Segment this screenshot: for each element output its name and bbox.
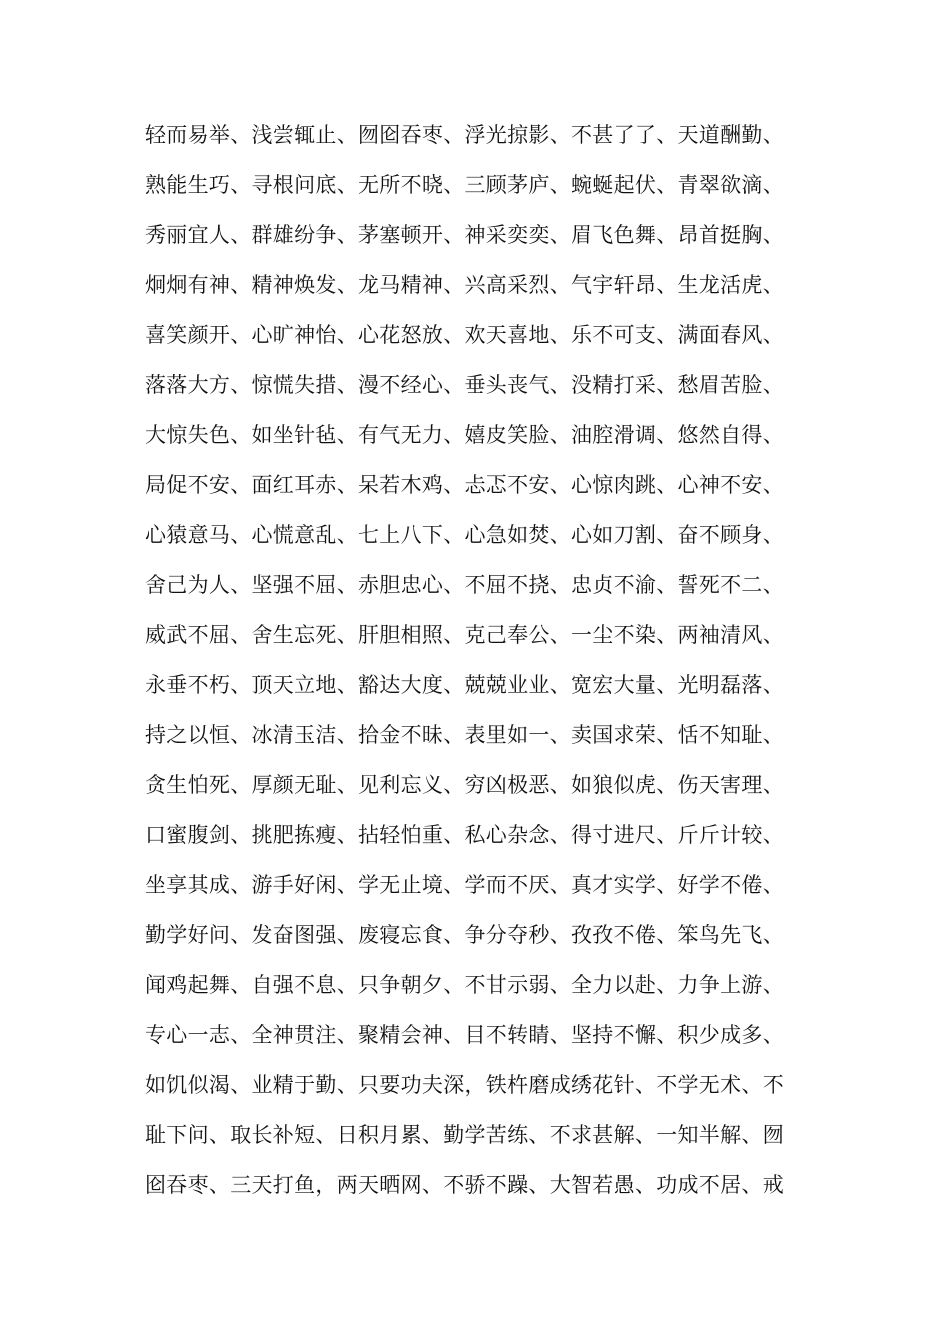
text-line-16: 坐享其成、游手好闲、学无止境、学而不厌、真才实学、好学不倦、 <box>145 873 784 897</box>
text-line-12: 永垂不朽、顶天立地、豁达大度、兢兢业业、宽宏大量、光明磊落、 <box>145 673 784 697</box>
text-line-21: 耻下问、取长补短、日积月累、勤学苦练、不求甚解、一知半解、囫 <box>145 1123 784 1147</box>
text-line-13: 持之以恒、冰清玉洁、拾金不昧、表里如一、卖国求荣、恬不知耻、 <box>145 723 784 747</box>
text-line-7: 大惊失色、如坐针毡、有气无力、嬉皮笑脸、油腔滑调、悠然自得、 <box>145 423 784 447</box>
text-line-15: 口蜜腹剑、挑肥拣瘦、拈轻怕重、私心杂念、得寸进尺、斤斤计较、 <box>145 823 784 847</box>
text-line-22: 囵吞枣、三天打鱼，两天晒网、不骄不躁、大智若愚、功成不居、戒 <box>145 1173 784 1197</box>
text-line-1: 轻而易举、浅尝辄止、囫囵吞枣、浮光掠影、不甚了了、天道酬勤、 <box>145 123 784 147</box>
text-line-11: 威武不屈、舍生忘死、肝胆相照、克己奉公、一尘不染、两袖清风、 <box>145 623 784 647</box>
text-line-4: 炯炯有神、精神焕发、龙马精神、兴高采烈、气宇轩昂、生龙活虎、 <box>145 273 784 297</box>
text-line-5: 喜笑颜开、心旷神怡、心花怒放、欢天喜地、乐不可支、满面春风、 <box>145 323 784 347</box>
idiom-text-block <box>145 110 815 1210</box>
text-line-3: 秀丽宜人、群雄纷争、茅塞顿开、神采奕奕、眉飞色舞、昂首挺胸、 <box>145 223 784 247</box>
text-line-9: 心猿意马、心慌意乱、七上八下、心急如焚、心如刀割、奋不顾身、 <box>145 523 784 547</box>
text-line-18: 闻鸡起舞、自强不息、只争朝夕、不甘示弱、全力以赴、力争上游、 <box>145 973 784 997</box>
text-line-10: 舍己为人、坚强不屈、赤胆忠心、不屈不挠、忠贞不渝、誓死不二、 <box>145 573 784 597</box>
text-line-20: 如饥似渴、业精于勤、只要功夫深，铁杵磨成绣花针、不学无术、不 <box>145 1073 784 1097</box>
text-line-19: 专心一志、全神贯注、聚精会神、目不转睛、坚持不懈、积少成多、 <box>145 1023 784 1047</box>
text-line-6: 落落大方、惊慌失措、漫不经心、垂头丧气、没精打采、愁眉苦脸、 <box>145 373 784 397</box>
text-line-8: 局促不安、面红耳赤、呆若木鸡、忐忑不安、心惊肉跳、心神不安、 <box>145 473 784 497</box>
text-line-2: 熟能生巧、寻根问底、无所不晓、三顾茅庐、蜿蜒起伏、青翠欲滴、 <box>145 173 784 197</box>
text-line-17: 勤学好问、发奋图强、废寝忘食、争分夺秒、孜孜不倦、笨鸟先飞、 <box>145 923 784 947</box>
text-line-14: 贪生怕死、厚颜无耻、见利忘义、穷凶极恶、如狼似虎、伤天害理、 <box>145 773 784 797</box>
